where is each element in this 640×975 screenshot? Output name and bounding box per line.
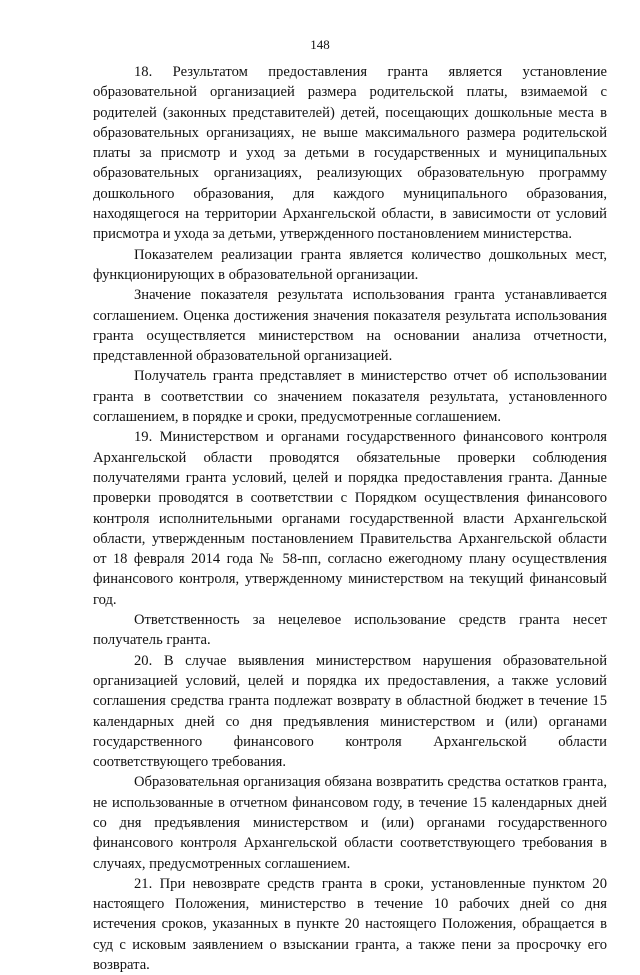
paragraph-20-violations: 20. В случае выявления министерством нарушения образовательной организацией условий, целей и порядка их предоставления, а также условий соглашения средства гранта подлежат возврату в областной бюджет в течение 15 календарных дней со дня предъявления министерством и (или) органами государственного финансового контроля Архангельской области соответствующего требования. xyxy=(93,652,607,771)
document-body xyxy=(93,62,607,975)
paragraph-responsibility: Ответственность за нецелевое использование средств гранта несет получатель гранта. xyxy=(93,612,607,649)
paragraph-18-result: 18. Результатом предоставления гранта является установление образовательной организацией размера родительской платы, взимаемой с родителей (законных представителей) детей, посещающих дошкольные места в образовательных организациях, не выше максимального размера родительской платы за присмотр и уход за детьми в государственных и муниципальных образовательных организациях, реализующих образовательную программу дошкольного образования, для каждого муниципального образования, находящегося на территории Архангельской области, в зависимости от условий присмотра и ухода за детьми, утвержденного постановлением министерства. xyxy=(93,64,607,243)
paragraph-report: Получатель гранта представляет в министерство отчет об использовании гранта в соответствии со значением показателя результата, установленного соглашением, в порядке и сроки, предусмотренные соглашением. xyxy=(93,368,607,426)
paragraph-indicator-value: Значение показателя результата использования гранта устанавливается соглашением. Оценка достижения значения показателя результата использования гранта осуществляется министерством на основании анализа отчетности, представленной образовательной организацией. xyxy=(93,287,607,365)
paragraph-21-court: 21. При невозврате средств гранта в сроки, установленные пунктом 20 настоящего Положения, министерство в течение 10 рабочих дней со дня истечения сроков, указанных в пункте 20 настоящего Положения, обращается в суд с исковым заявлением о взыскании гранта, а также пени за просрочку его возврата. xyxy=(93,875,607,974)
page-number: 148 xyxy=(310,37,330,52)
paragraph-19-inspections: 19. Министерством и органами государственного финансового контроля Архангельской области проводятся обязательные проверки соблюдения получателями гранта условий, целей и порядка предоставления гранта. Данные проверки проводятся в соответствии с Порядком осуществления финансового контроля исполнительными органами государственной власти Архангельской области, утвержденным постановлением Правительства Архангельской области от 18 февраля 2014 года № 58-пп, согласно ежегодному плану осуществления финансового контроля, утвержденному министерством на текущий финансовый год. xyxy=(93,429,607,608)
paragraph-indicator: Показателем реализации гранта является количество дошкольных мест, функционирующих в образовательной организации. xyxy=(93,246,607,283)
paragraph-return-remainder: Образовательная организация обязана возвратить средства остатков гранта, не использованные в отчетном финансовом году, в течение 15 календарных дней со дня предъявления министерством и (или) органами государственного финансового контроля Архангельской области соответствующего требования в случаях, предусмотренных соглашением. xyxy=(93,774,607,872)
